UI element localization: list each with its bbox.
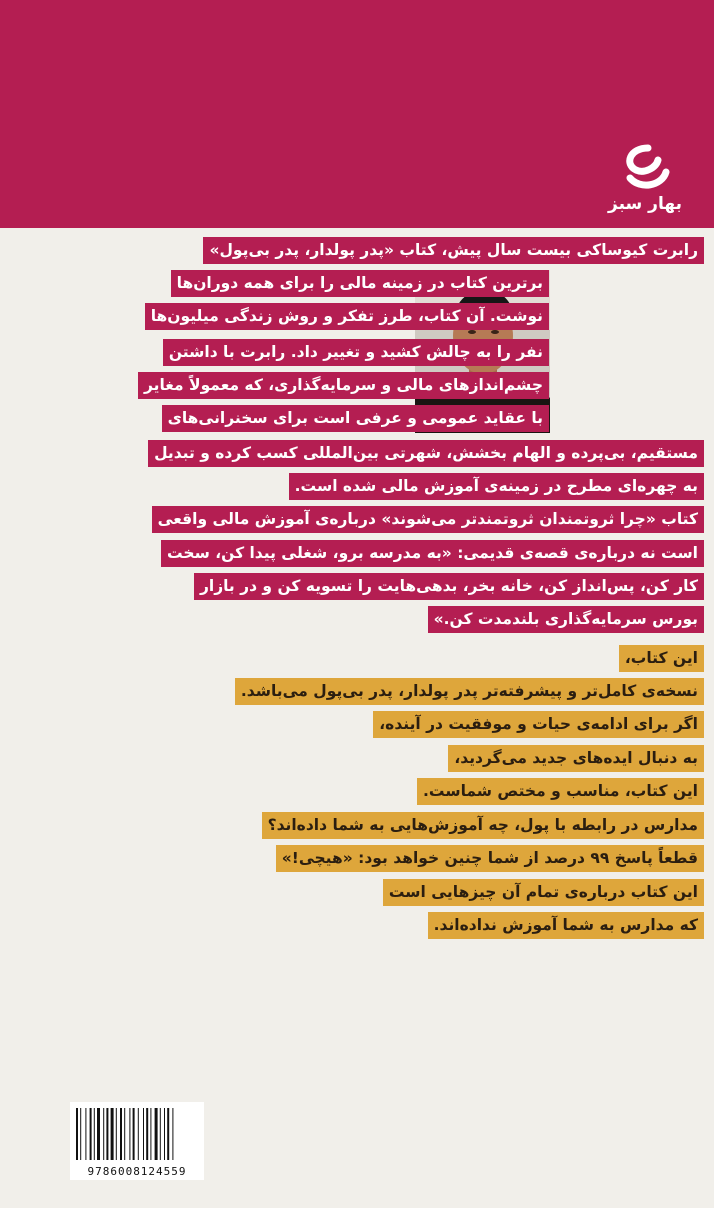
- intro-line-5: چشم‌اندازهای مالی و سرمایه‌گذاری، که معمولاً مغایر: [138, 372, 549, 399]
- highlight-line-2: نسخه‌ی کامل‌تر و پیشرفته‌تر پدر پولدار، پدر بی‌پول می‌باشد.: [235, 678, 704, 705]
- intro-line-11: کار کن، پس‌انداز کن، خانه بخر، بدهی‌هایت را تسویه کن و در بازار: [194, 573, 704, 600]
- highlight-line-8: این کتاب درباره‌ی تمام آن چیزهایی است: [383, 879, 704, 906]
- intro-line-1: رابرت کیوساکی بیست سال پیش، کتاب «پدر پولدار، پدر بی‌پول»: [203, 237, 704, 264]
- highlight-line-6: مدارس در رابطه با پول، چه آموزش‌هایی به شما داده‌اند؟: [262, 812, 704, 839]
- publisher-logo-icon: [600, 142, 690, 196]
- highlight-line-1: این کتاب،: [619, 645, 704, 672]
- highlight-line-5: این کتاب، مناسب و مختص شماست.: [417, 778, 704, 805]
- intro-line-9: کتاب «چرا ثروتمندان ثروتمندتر می‌شوند» درباره‌ی آموزش مالی واقعی: [152, 506, 704, 533]
- barcode-digits: 9786008124559: [87, 1165, 187, 1178]
- intro-line-8: به چهره‌ای مطرح در زمینه‌ی آموزش مالی شده است.: [289, 473, 704, 500]
- intro-line-4: نفر را به چالش کشید و تغییر داد. رابرت با داشتن: [163, 339, 549, 366]
- isbn-barcode: [70, 1102, 204, 1180]
- intro-line-12: بورس سرمایه‌گذاری بلندمدت کن.»: [428, 606, 704, 633]
- intro-line-6: با عقاید عمومی و عرفی است برای سخنرانی‌های: [162, 405, 549, 432]
- barcode-bars: [70, 1102, 204, 1164]
- intro-line-10: است نه درباره‌ی قصه‌ی قدیمی: «به مدرسه برو، شغلی پیدا کن، سخت: [161, 540, 704, 567]
- highlight-line-4: به دنبال ایده‌های جدید می‌گردید،: [448, 745, 704, 772]
- publisher-name: بهار سبز: [608, 194, 682, 214]
- highlight-line-7: قطعاً پاسخ ۹۹ درصد از شما چنین خواهد بود: «هیچی!»: [276, 845, 704, 872]
- intro-line-3: نوشت. آن کتاب، طرز تفکر و روش زندگی میلیون‌ها: [145, 303, 549, 330]
- intro-line-7: مستقیم، بی‌پرده و الهام بخشش، شهرتی بین‌المللی کسب کرده و تبدیل: [148, 440, 704, 467]
- highlight-line-9: که مدارس به شما آموزش نداده‌اند.: [428, 912, 704, 939]
- publisher-logo: [600, 142, 690, 222]
- highlight-line-3: اگر برای ادامه‌ی حیات و موفقیت در آینده،: [373, 711, 704, 738]
- intro-line-2: برترین کتاب در زمینه مالی را برای همه دوران‌ها: [171, 270, 549, 297]
